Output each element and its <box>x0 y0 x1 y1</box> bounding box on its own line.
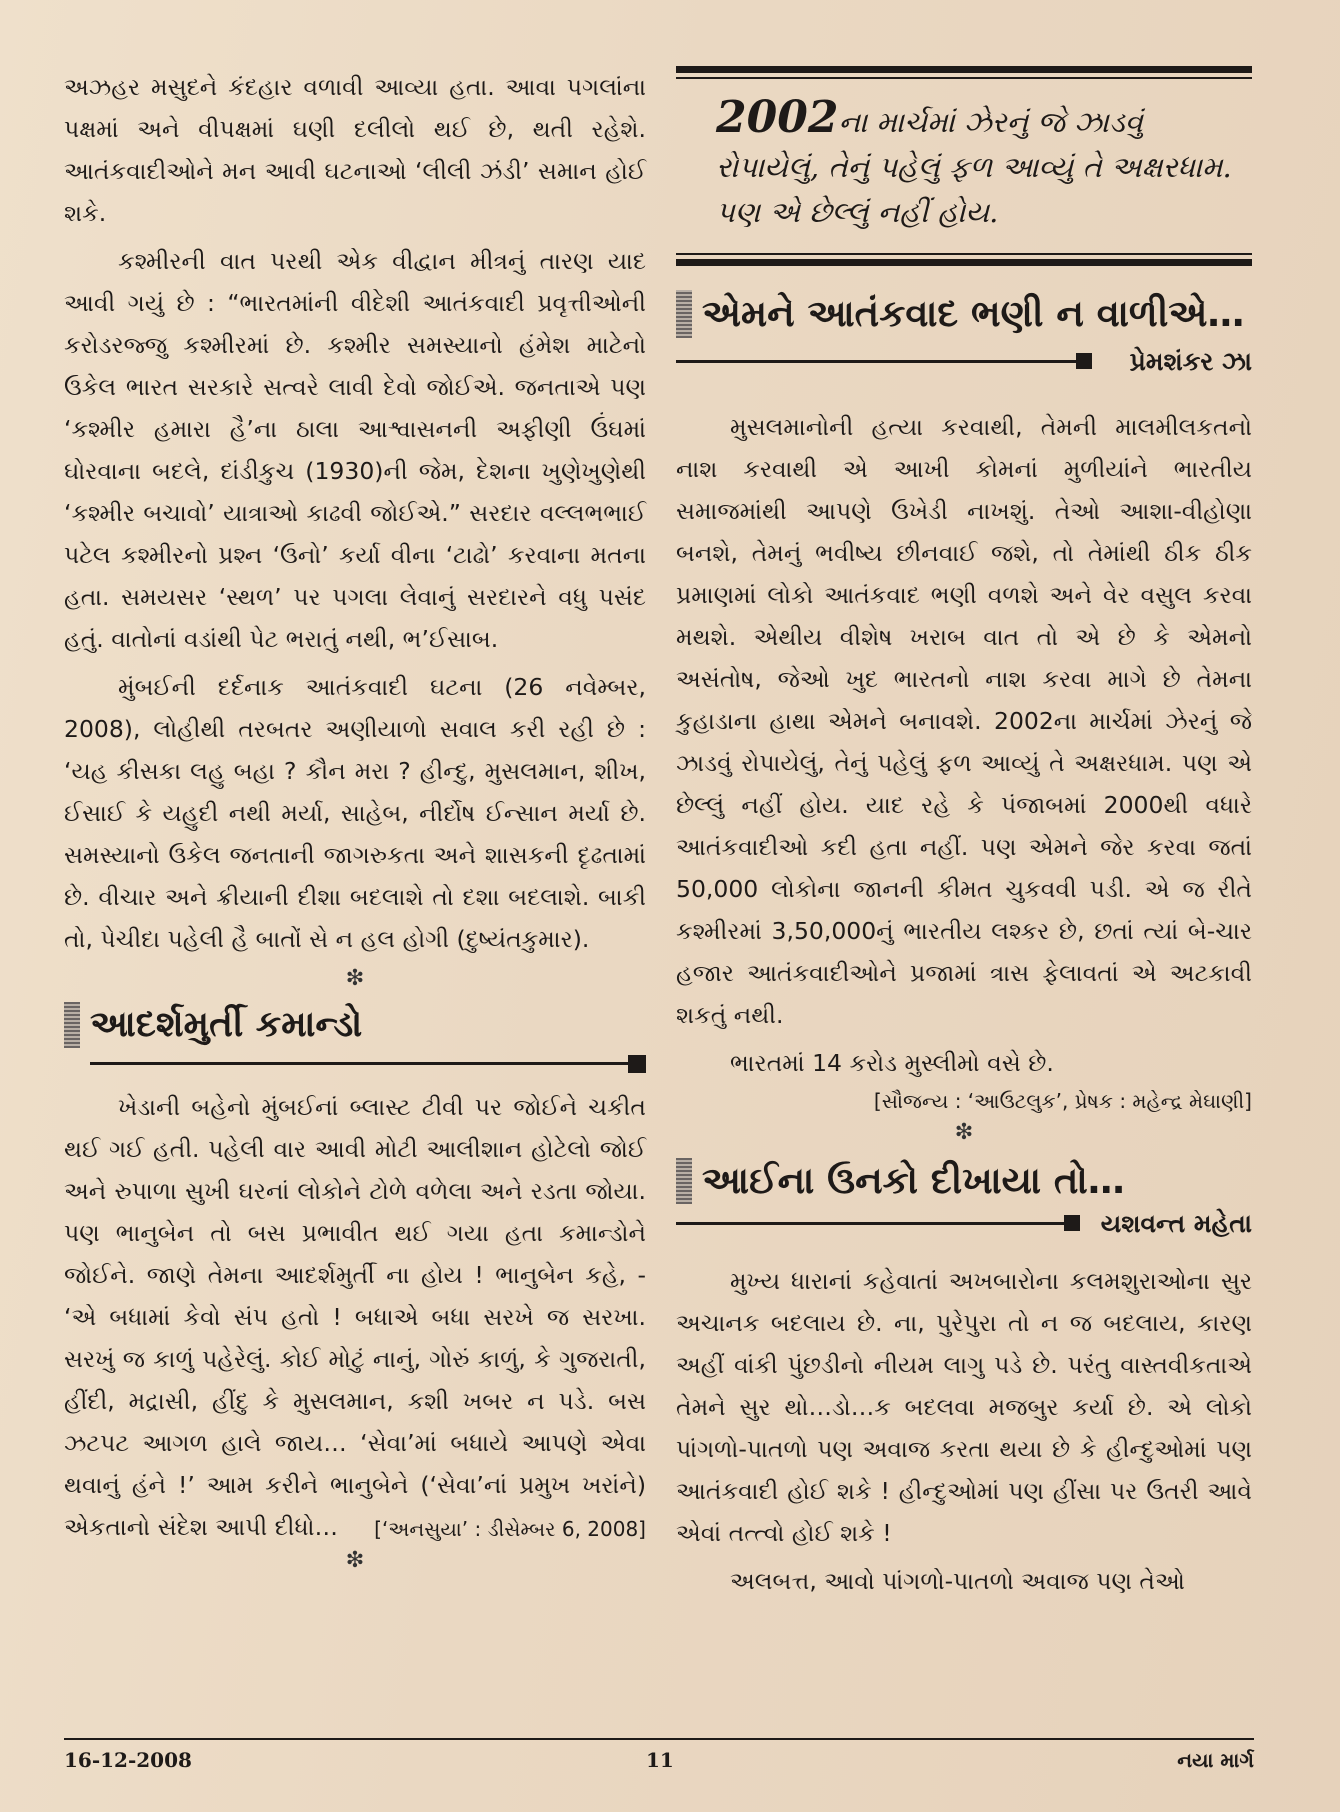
section-title: આદર્શમુર્તી કમાન્ડો <box>90 1004 363 1045</box>
pull-quote <box>676 79 1252 249</box>
heading-bar <box>676 1158 692 1204</box>
quote-bottom-rule <box>676 259 1252 266</box>
section-divider-star: ❇ <box>954 1120 974 1145</box>
source-credit: [સૌજન્ય : ‘આઉટલુક’, પ્રેષક : મહેન્દ્ર મેઘાણી] <box>873 1089 1252 1113</box>
quote-top-rule <box>676 66 1252 73</box>
byline <box>676 1208 1252 1242</box>
right-column <box>676 66 1252 1602</box>
author-name: પ્રેમશંકર ઝા <box>1129 347 1252 376</box>
section-heading-commando <box>64 998 646 1052</box>
section-heading-mirror <box>676 1154 1252 1208</box>
heading-rule <box>64 1054 646 1074</box>
magazine-name: નયા માર્ગ <box>1177 1748 1254 1772</box>
footer-rule <box>64 1738 1254 1740</box>
left-column <box>64 66 646 1576</box>
left-paragraph-4: ખેડાની બહેનો મુંબઈનાં બ્લાસ્ટ ટીવી પર જોઈને ચકીત થઈ ગઈ હતી. પહેલી વાર આવી મોટી આલીશાન હોટેલો જોઈ અને રુપાળા સુખી ઘરનાં લોકોને ટોળે વળેલા અને રડતા જોયા. પણ ભાનુબેન તો બસ પ્રભાવીત થઈ ગયા હતા કમાન્ડોને જોઈને. જાણે તેમના આદર્શમુર્તી ના હોય ! ભાનુબેન કહે, - ‘એ બધામાં કેવો સંપ હતો ! બધાએ બધા સરખે જ સરખા. સરખું જ કાળું પહેરેલું. કોઈ મોટું નાનું, ગોરું કાળું, કે ગુજરાતી, હીંદી, મદ્રાસી, હીંદુ કે મુસલમાન, કશી ખબર ન પડે. બસ ઝટપટ આગળ હાલે જાય… ‘સેવા’માં બધાયે આપણે એવા થવાનું હંને !’ આમ કરીને ભાનુબેને (‘સેવા’નાં પ્રમુખ ખરાંને) એકતાનો સંદેશ આપી દીધો… <box>64 1093 646 1541</box>
end-star: ❇ <box>345 1548 365 1573</box>
source-credit: [‘અનસુયા’ : ડીસેમ્બર 6, 2008] <box>374 1517 646 1541</box>
section-heading-terror <box>676 286 1252 342</box>
left-paragraph-2: કશ્મીરની વાત પરથી એક વીદ્વાન મીત્રનું તારણ યાદ આવી ગયું છે : “ભારતમાંની વીદેશી આતંકવાદી પ્રવૃત્તીઓની કરોડરજ્જુ કશ્મીરમાં છે. કશ્મીર સમસ્યાનો હંમેશ માટેનો ઉકેલ ભારત સરકારે સત્વરે લાવી દેવો જોઈએ. જનતાએ પણ ‘કશ્મીર હમારા હૈ’ના ઠાલા આશ્વાસનની અફીણી ઉંઘમાં ઘોરવાના બદલે, દાંડીકુચ (1930)ની જેમ, દેશના ખુણેખુણેથી ‘કશ્મીર બચાવો’ યાત્રાઓ કાઢવી જોઈએ.” સરદાર વલ્લભભાઈ પટેલ કશ્મીરનો પ્રશ્ન ‘ઉનો’ કર્યા વીના ‘ટાઢો’ કરવાના મતના હતા. સમયસર ‘સ્થળ’ પર પગલા લેવાનું સરદારને વધુ પસંદ હતું. વાતોનાં વડાંથી પેટ ભરાતું નથી, ભ’ઈસાબ. <box>64 247 646 653</box>
footer-date: 16-12-2008 <box>64 1748 192 1772</box>
section-title: આઈના ઉનકો દીખાયા તો… <box>702 1159 1125 1202</box>
right-paragraph-1: મુસલમાનોની હત્યા કરવાથી, તેમની માલમીલકતનો નાશ કરવાથી એ આખી કોમનાં મુળીયાંને ભારતીય સમાજમાંથી આપણે ઉખેડી નાખશું. તેઓ આશા-વીહોણા બનશે, તેમનું ભવીષ્ય છીનવાઈ જશે, તો તેમાંથી ઠીક ઠીક પ્રમાણમાં લોકો આતંકવાદ ભણી વળશે અને વેર વસુલ કરવા મથશે. એથીય વીશેષ ખરાબ વાત તો એ છે કે એમનો અસંતોષ, જેઓ ખુદ ભારતનો નાશ કરવા માગે છે તેમના કુહાડાના હાથા એમને બનાવશે. 2002ના માર્ચમાં ઝેરનું જે ઝાડવું રોપાયેલું, તેનું પહેલું ફળ આવ્યું તે અક્ષરધામ. પણ એ છેલ્લું નહીં હોય. યાદ રહે કે પંજાબમાં 2000થી વધારે આતંકવાદીઓ કદી હતા નહીં. પણ એમને જેર કરવા જતાં 50,000 લોકોના જાનની કીમત ચુકવવી પડી. એ જ રીતે કશ્મીરમાં 3,50,000નું ભારતીય લશ્કર છે, છતાં ત્યાં બે-ચાર હજાર આતંકવાદીઓને પ્રજામાં ત્રાસ ફેલાવતાં એ અટકાવી શકતું નથી. <box>676 413 1252 1029</box>
left-paragraph-1: અઝહર મસુદને કંદહાર વળાવી આવ્યા હતા. આવા પગલાંના પક્ષમાં અને વીપક્ષમાં ઘણી દલીલો થઈ છે, થતી રહેશે. આતંકવાદીઓને મન આવી ઘટનાઓ ‘લીલી ઝંડી’ સમાન હોઈ શકે. <box>64 73 646 227</box>
heading-bar <box>64 1002 80 1048</box>
right-paragraph-2: ભારતમાં 14 કરોડ મુસ્લીમો વસે છે. <box>730 1049 1054 1077</box>
section-divider-star: ❇ <box>345 966 365 991</box>
section-title: એમને આતંકવાદ ભણી ન વાળીએ… <box>702 292 1245 335</box>
heading-bar <box>676 290 692 338</box>
page-number: 11 <box>646 1748 674 1772</box>
right-paragraph-3: મુખ્ય ધારાનાં કહેવાતાં અખબારોના કલમશુરાઓના સુર અચાનક બદલાય છે. ના, પુરેપુરા તો ન જ બદલાય, કારણ અહીં વાંકી પુંછડીનો નીયમ લાગુ પડે છે. પરંતુ વાસ્તવીકતાએ તેમને સુર થો…ડો…ક બદલવા મજબુર કર્યા છે. એ લોકો પાંગળો-પાતળો પણ અવાજ કરતા થયા છે કે હીન્દુઓમાં પણ આતંકવાદી હોઈ શકે ! હીન્દુઓમાં પણ હીંસા પર ઉતરી આવે એવાં તત્ત્વો હોઈ શકે ! <box>676 1267 1252 1547</box>
byline <box>676 346 1252 380</box>
left-paragraph-3: મુંબઈની દર્દનાક આતંકવાદી ઘટના (26 નવેમ્બર, 2008), લોહીથી તરબતર અણીયાળો સવાલ કરી રહી છે : ‘યહ કીસકા લહુ બહા ? કૌન મરા ? હીન્દુ, મુસલમાન, શીખ, ઈસાઈ કે યહુદી નથી મર્યા, સાહેબ, નીર્દોષ ઈન્સાન મર્યા છે. સમસ્યાનો ઉકેલ જનતાની જાગરુકતા અને શાસકની દૃઢતામાં છે. વીચાર અને ક્રીયાની દીશા બદલાશે તો દશા બદલાશે. બાકી તો, પેચીદા પહેલી હૈ બાતોં સે ન હલ હોગી (દુષ્યંતકુમાર). <box>64 673 646 953</box>
pull-quote-year: 2002 <box>716 92 839 143</box>
right-paragraph-4: અલબત્ત, આવો પાંગળો-પાતળો અવાજ પણ તેઓ <box>730 1567 1185 1595</box>
quote-bottom-thin-rule <box>676 253 1252 255</box>
author-name: યશવન્ત મહેતા <box>1100 1209 1252 1238</box>
pull-quote-text: ના માર્ચમાં ઝેરનું જે ઝાડવું રોપાયેલું, તેનું પહેલું ફળ આવ્યું તે અક્ષરધામ. પણ એ છેલ્લું નહીં હોય. <box>716 105 1232 229</box>
